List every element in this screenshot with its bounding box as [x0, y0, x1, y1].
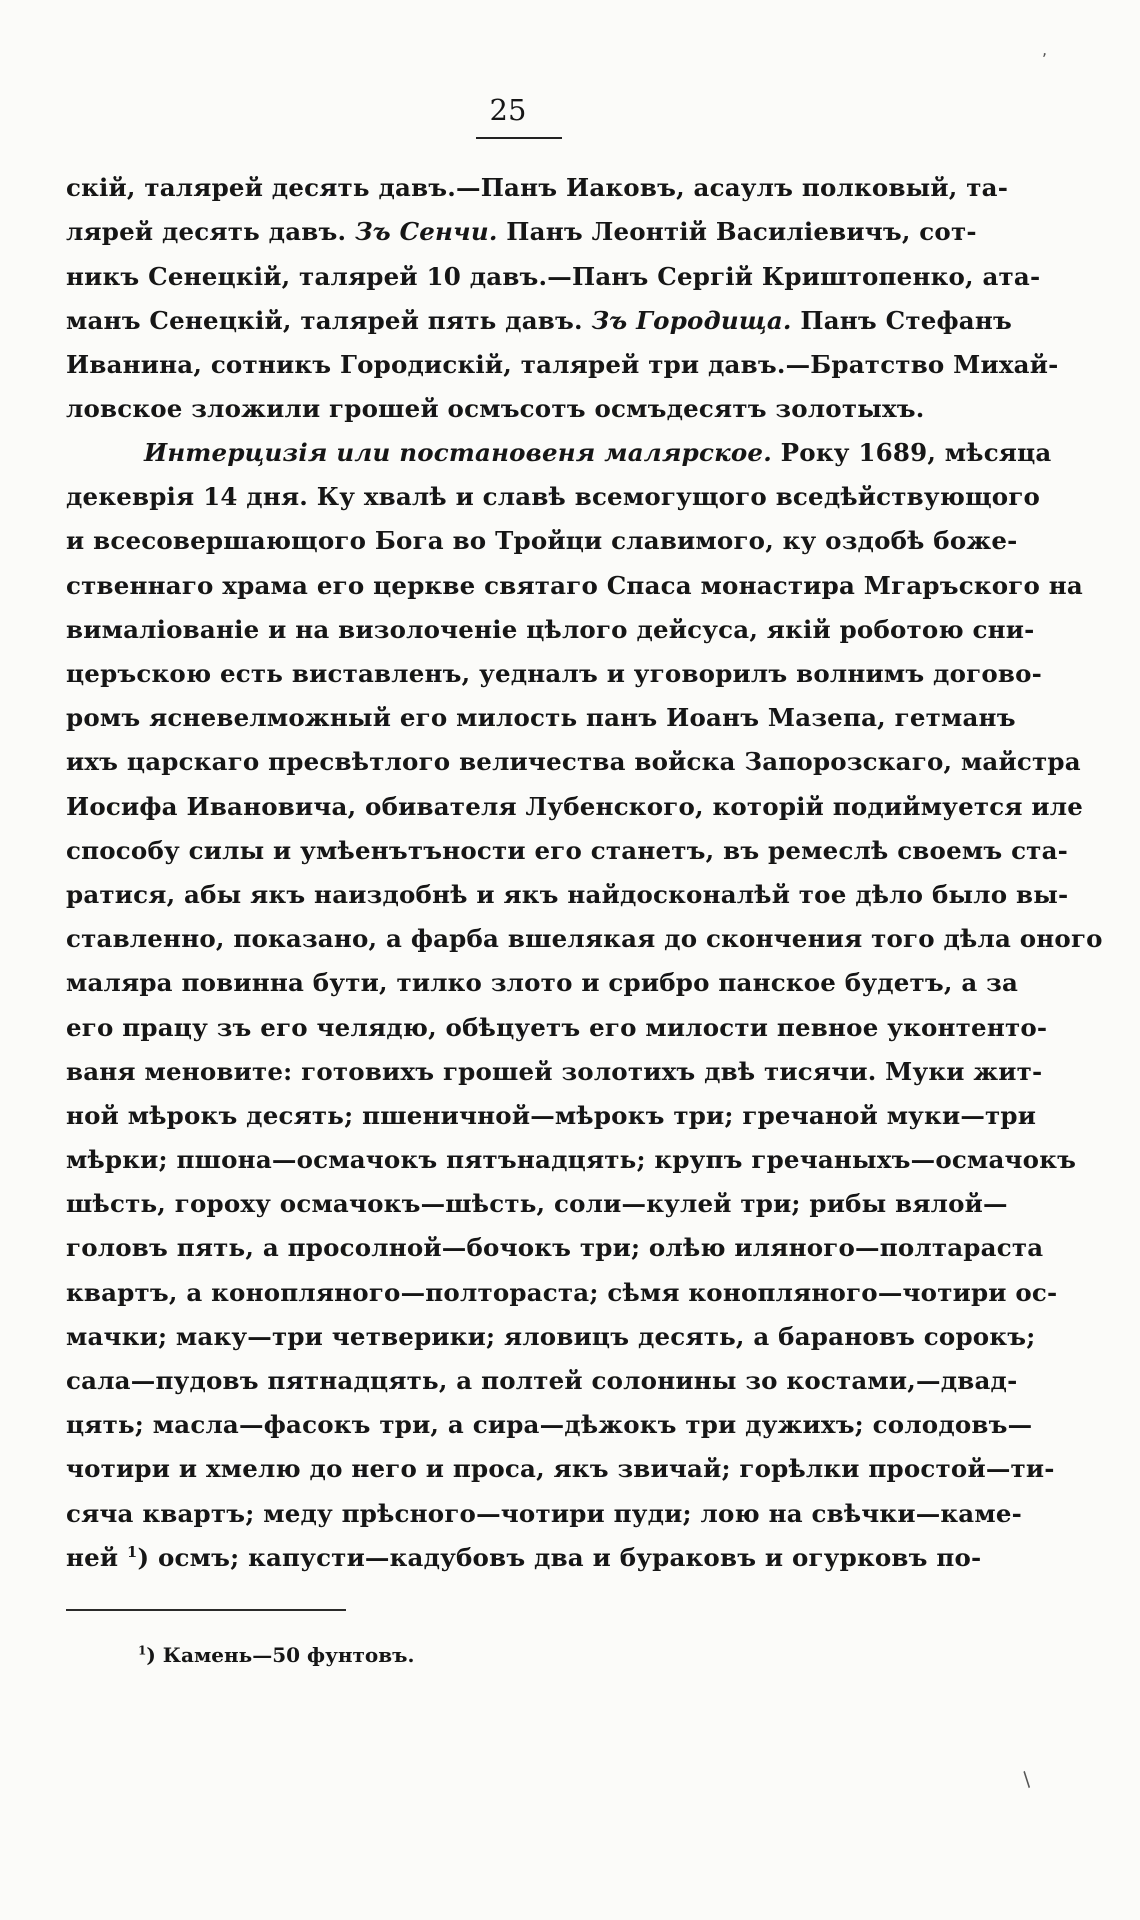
- text-line: Иосифа Ивановича, обивателя Лубенского, которій подиймуется иле: [66, 792, 1084, 821]
- text-line: маляра повинна бути, тилко злото и срибро панское будетъ, а за: [66, 968, 1019, 997]
- text-line: квартъ, а конопляного—полтораста; сѣмя конопляного—чотири ос-: [66, 1278, 1058, 1307]
- scan-mark: /: [1016, 1767, 1037, 1791]
- text-line: мѣрки; пшона—осмачокъ пятънадцять; крупъ гречаныхъ—осмачокъ: [66, 1145, 1077, 1174]
- scan-mark: ,: [1042, 40, 1048, 59]
- text-line: декеврія 14 дня. Ку хвалѣ и славѣ всемогущого вседѣйствующого: [66, 482, 1041, 511]
- text-line: мачки; маку—три четверики; яловицъ десять, а барановъ сорокъ;: [66, 1322, 1036, 1351]
- footnote-marker: 1: [138, 1643, 147, 1658]
- text-line: ловское зложили грошей осмъсотъ осмъдесятъ золотыхъ.: [66, 394, 925, 423]
- text-line: Иванина, сотникъ Городискій, талярей три давъ.—Братство Михай-: [66, 350, 1059, 379]
- place-heading: Зъ Сенчи.: [354, 217, 498, 246]
- text-line: ратися, абы якъ наиздобнѣ и якъ найдосконалѣй тое дѣло было вы-: [66, 880, 1069, 909]
- place-heading: Зъ Городища.: [591, 306, 792, 335]
- text-line: вималіованіе и на визолоченіе цѣлого дейсуса, якій роботою сни-: [66, 615, 1035, 644]
- footnote-rule: [66, 1609, 346, 1611]
- text-line: ваня меновите: готовихъ грошей золотихъ двѣ тисячи. Муки жит-: [66, 1057, 1043, 1086]
- text-line: сала—пудовъ пятнадцять, а полтей солонины зо костами,—двад-: [66, 1366, 1018, 1395]
- text-line: ставленно, показано, а фарба вшелякая до скончения того дѣла оного: [66, 924, 1103, 953]
- text-line: головъ пять, а просолной—бочокъ три; олѣю иляного—полтараста: [66, 1233, 1044, 1262]
- footnote: [138, 1642, 414, 1668]
- text-line: способу силы и умѣенътъности его станетъ, въ ремеслѣ своемъ ста-: [66, 836, 1069, 865]
- section-heading: Интерцизія или постановеня малярское.: [144, 438, 772, 467]
- text-line: церъскою есть виставленъ, уедналъ и уговорилъ волнимъ догово-: [66, 659, 1043, 688]
- text-line: ней $^1$) осмъ; капусти—кадубовъ два и бураковъ и огурковъ по-: [66, 1543, 982, 1572]
- text-line: чотири и хмелю до него и проса, якъ звичай; горѣлки простой—ти-: [66, 1454, 1055, 1483]
- text-line: сяча квартъ; меду прѣсного—чотири пуди; лою на свѣчки—каме-: [66, 1499, 1022, 1528]
- page-number: 25: [489, 93, 527, 127]
- text-line: его працу зъ его челядю, обѣцуетъ его милости певное уконтенто-: [66, 1013, 1048, 1042]
- text-line: ственнаго храма его церкве святаго Спаса монастира Мгаръского на: [66, 571, 1083, 600]
- page-number-rule: [476, 137, 562, 139]
- text-line: Интерцизія или постановеня малярское. Року 1689, мѣсяца: [144, 438, 1052, 467]
- text-line: ной мѣрокъ десять; пшеничной—мѣрокъ три; гречаной муки—три: [66, 1101, 1037, 1130]
- footnote-reference: 1: [127, 1543, 138, 1561]
- text-line: шѣсть, гороху осмачокъ—шѣсть, соли—кулей три; рибы вялой—: [66, 1189, 1008, 1218]
- text-line: ихъ царскаго пресвѣтлого величества войска Запорозскаго, майстра: [66, 747, 1081, 776]
- text-line: цять; масла—фасокъ три, а сира—дѣжокъ три дужихъ; солодовъ—: [66, 1410, 1033, 1439]
- footnote-text: ) Камень—50 фунтовъ.: [146, 1643, 415, 1667]
- text-line: скій, талярей десять давъ.—Панъ Иаковъ, асаулъ полковый, та-: [66, 173, 1009, 202]
- text-line: лярей десять давъ. Зъ Сенчи. Панъ Леонтій Василіевичъ, сот-: [66, 217, 977, 246]
- text-line: и всесовершающого Бога во Тройци славимого, ку оздобѣ боже-: [66, 526, 1018, 555]
- text-line: манъ Сенецкій, талярей пять давъ. Зъ Городища. Панъ Стефанъ: [66, 306, 1013, 335]
- text-line: никъ Сенецкій, талярей 10 давъ.—Панъ Сергій Криштопенко, ата-: [66, 262, 1041, 291]
- text-line: ромъ ясневелможный его милость панъ Иоанъ Мазепа, гетманъ: [66, 703, 1016, 732]
